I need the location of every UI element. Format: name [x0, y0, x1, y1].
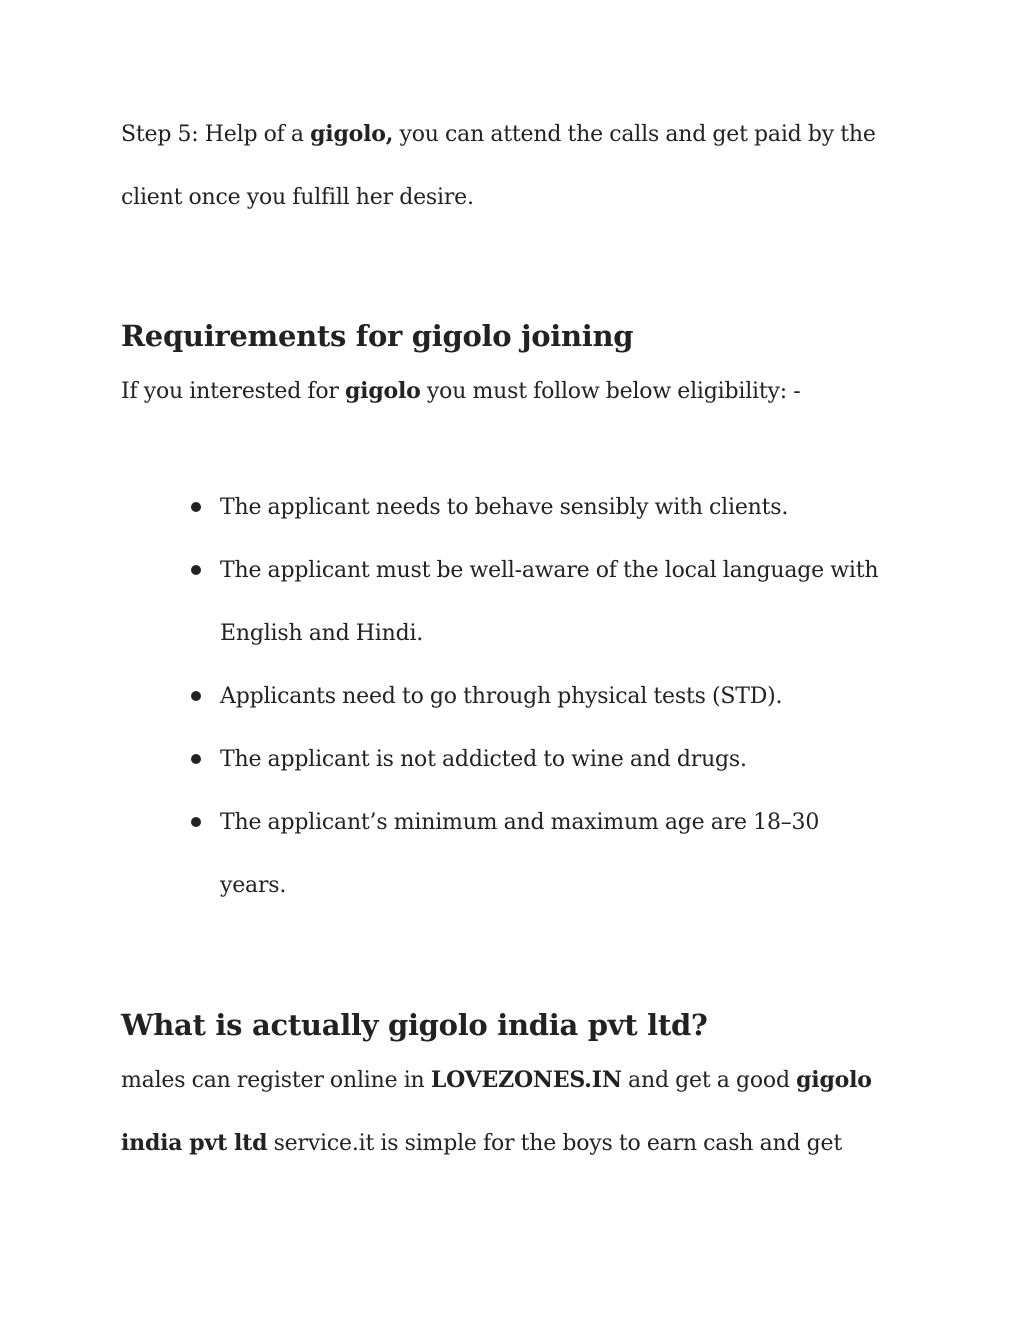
bullet-icon	[191, 691, 201, 701]
about-paragraph	[121, 1049, 911, 1175]
step-5-prefix: Step 5: Help of a	[121, 122, 311, 147]
requirement-item	[188, 476, 898, 539]
requirement-text: The applicant’s minimum and maximum age are 18–30 years.	[220, 810, 820, 898]
about-prefix: males can register online in	[121, 1068, 431, 1093]
about-mid: and get a good	[621, 1068, 797, 1093]
requirements-intro-bold: gigolo	[345, 378, 421, 404]
requirement-item	[188, 728, 898, 791]
requirements-heading: Requirements for gigolo joining	[121, 319, 634, 353]
step-5-suffix: you can attend the calls and get paid by the client once you fulfill her desire.	[121, 122, 876, 210]
requirements-intro	[121, 360, 911, 423]
requirement-item	[188, 791, 860, 917]
bullet-icon	[191, 754, 201, 764]
requirements-intro-prefix: If you interested for	[121, 379, 345, 404]
bullet-icon	[191, 817, 201, 827]
about-heading: What is actually gigolo india pvt ltd?	[121, 1008, 708, 1042]
requirement-text: The applicant needs to behave sensibly with clients.	[220, 495, 789, 520]
requirement-text: The applicant must be well-aware of the local language with English and Hindi.	[220, 558, 879, 646]
about-site-name: LOVEZONES.IN	[430, 1067, 622, 1093]
requirement-item	[188, 539, 898, 665]
bullet-icon	[191, 502, 201, 512]
about-suffix: service.it is simple for the boys to earn cash and get	[267, 1131, 842, 1156]
requirement-item	[188, 665, 898, 728]
step-5-bold-term: gigolo,	[310, 121, 394, 147]
requirement-text: Applicants need to go through physical tests (STD).	[220, 684, 783, 709]
requirement-text: The applicant is not addicted to wine and drugs.	[220, 747, 747, 772]
bullet-icon	[191, 565, 201, 575]
about-service-name: gigolo india pvt ltd	[121, 1067, 872, 1156]
requirements-intro-suffix: you must follow below eligibility: -	[420, 379, 801, 404]
requirements-list	[188, 476, 898, 917]
step-5-paragraph	[121, 103, 911, 229]
